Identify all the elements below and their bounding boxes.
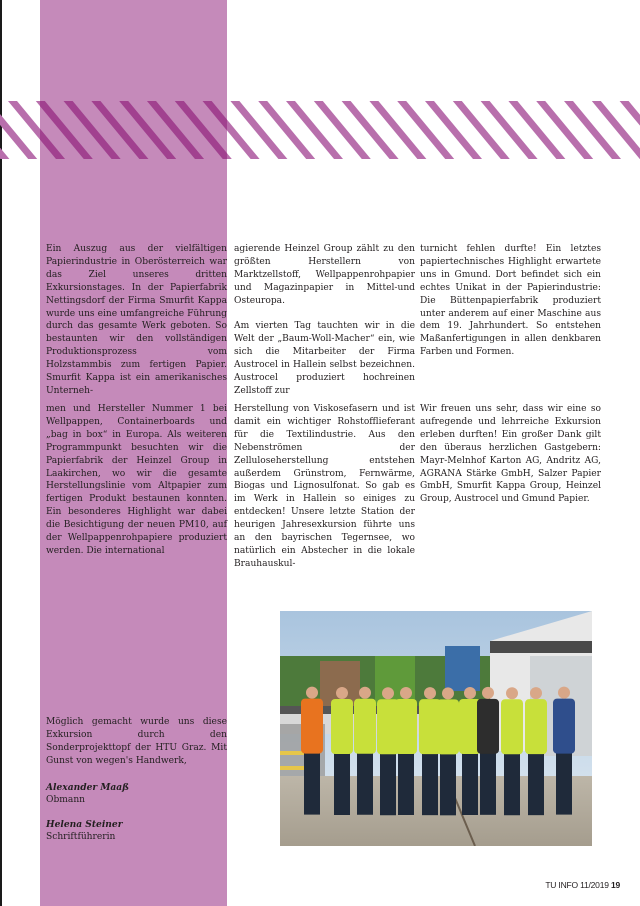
group-photo-icon [280,611,592,846]
closing-paragraph: Möglich gemacht wurde uns diese Exkursion durch den Sonderprojekttopf der HTU Graz. Mit Gunst von wegen's Handwerk, [46,717,227,766]
closing-block [46,716,227,855]
stripe-overlap [36,101,93,159]
article-paragraph: agierende Heinzel Group zählt zu den größten Herstellern von Marktzellstoff, Wellpappenrohpapier und Magazinpapier in Mittel-und Osteuropa. [234,244,415,306]
group-photo [280,611,592,846]
stripe-overlap [64,101,121,159]
article-column-2-top [234,243,415,398]
stripe [425,101,482,159]
stripe [286,101,343,159]
stripe [536,101,593,159]
publication-label: TU INFO 11/2019 [545,880,609,890]
signature-role: Schriftführerin [46,831,116,842]
article-column-1-top [46,243,227,398]
article-paragraph: men und Hersteller Nummer 1 bei Wellpappen, Containerboards und „bag in box“ in Europa. Als weiteren Programmpunkt besuchten wir die Papierfabrik der Heinzel Group in Laakirchen, wo wir die gesamte Herstellungslinie vom Altpapier zum fertigen Produkt bestaunen konnten. Ein besonderes Highlight war dabei die Besichtigung der neuen PM10, auf der Wellpappenrohpapiere produziert werden. Die international [46,404,227,556]
stripe [314,101,371,159]
diagonal-stripe-band [0,98,640,160]
signature-role: Obmann [46,794,86,805]
stripe [397,101,454,159]
page-number: 19 [610,880,620,890]
stripe [258,101,315,159]
article-paragraph: Herstellung von Viskosefasern und ist damit ein wichtiger Rohstofflieferant für die Textilindustrie. Aus den Nebenströmen der Zelluloseherstellung entstehen außerdem Grünstrom, Fernwärme, Biogas und Lignosulfonat. So gab es im Werk in Hallein so einiges zu entdecken! Unsere letzte Station der heurigen Jahresexkursion führte uns an den bayrischen Tegernsee, wo natürlich ein Abstecher in die lokale Brauhauskul- [234,404,415,569]
stripe-overlap [147,101,204,159]
article-column-3-top [420,243,601,359]
article-column-1-mid [46,403,227,558]
stripe [508,101,565,159]
photo-person [301,687,323,815]
stripe [564,101,621,159]
article-paragraph: Ein Auszug aus der vielfältigen Papierindustrie in Oberösterreich war das Ziel unseres dritten Exkursionstages. In der Papierfabrik Nettingsdorf der Firma Smurfit Kappa wurde uns eine umfangreiche Führung durch das gesamte Werk geboten. So bestaunten wir den vollständigen Produktionsprozess vom Holzstammbis zum fertigen Papier. Smurfit Kappa ist ein amerikanisches Unterneh- [46,244,227,396]
article-column-3-mid [420,403,601,506]
article-paragraph: Am vierten Tag tauchten wir in die Welt der „Baum-Woll-Macher“ ein, wie sich die Mitarbeiter der Firma Austrocel in Hallein selbst bezeichnen. Austrocel produziert hochreinen Zellstoff zur [234,321,415,396]
photo-person [437,687,459,815]
signature-name: Alexander Maaß [46,781,130,793]
stripe [481,101,538,159]
stripe [342,101,399,159]
photo-person [553,687,575,815]
article-column-2-mid [234,403,415,571]
article-paragraph: turnicht fehlen durfte! Ein letztes papiertechnisches Highlight erwartete uns in Gmund. Dort befindet sich ein echtes Unikat in der Papierindustrie: Die Büttenpapierfabrik produziert unter anderem auf einer Maschine aus dem 19. Jahrhundert. So entstehen Maßanfertigungen in allen denkbaren Farben und Formen. [420,244,601,358]
page-footer [545,880,620,890]
photo-people [301,687,575,816]
signature-name: Helena Steiner [46,818,123,830]
stripe-overlap [119,101,176,159]
article-paragraph: Wir freuen uns sehr, dass wir eine so aufregende und lehrreiche Exkursion erleben durften! Ein großer Dank gilt den überaus herzlichen Gastgebern: Mayr-Melnhof Karton AG, Andritz AG, AGRANA Stärke GmbH, Salzer Papier GmbH, Smurfit Kappa Group, Heinzel Group, Austrocel und Gmund Papier. [420,404,601,505]
photo-person [525,687,547,815]
photo-person [501,687,523,815]
stripe [369,101,426,159]
stripe-overlap [91,101,148,159]
stripe-overlap [175,101,232,159]
photo-person [395,687,417,815]
stripe [453,101,510,159]
stripe [230,101,287,159]
photo-person [354,687,376,815]
photo-person [477,687,499,815]
photo-person [331,687,353,815]
